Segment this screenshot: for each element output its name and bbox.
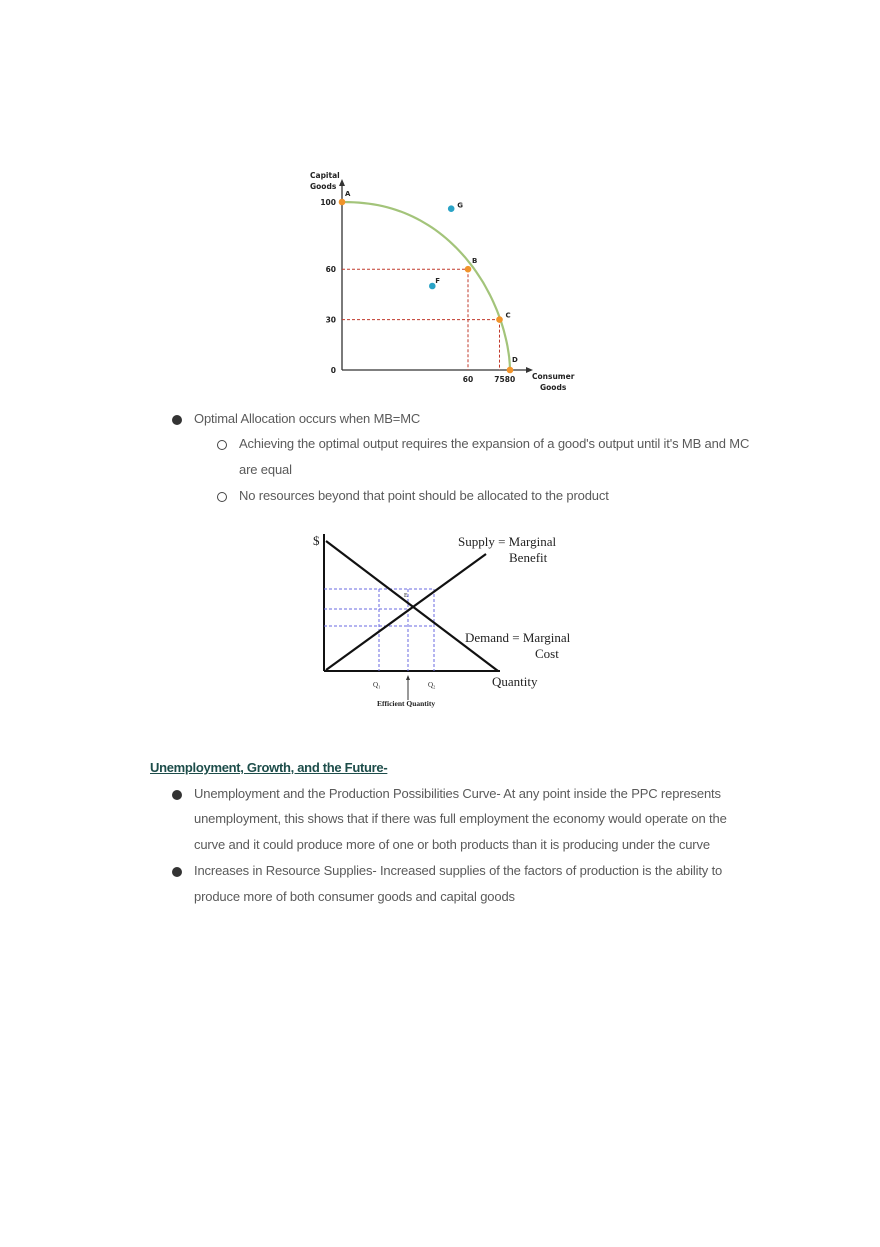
- ppc-ylabel-2: Goods: [310, 182, 337, 191]
- sd-dollar-label: $: [313, 533, 320, 548]
- ppc-xlabel-2: Goods: [540, 383, 567, 392]
- ppc-point-B: [465, 266, 472, 273]
- sub-bullet-no-resources: No resources beyond that point should be allocated to the product: [239, 488, 609, 503]
- ppc-figure: [300, 165, 590, 400]
- efficient-quantity-label: Efficient Quantity: [377, 699, 436, 708]
- ppc-y-tick: 30: [325, 315, 336, 325]
- sub-bullet-circle: [217, 440, 227, 450]
- sd-chart: [300, 528, 600, 718]
- bullet-resources-line1: Increases in Resource Supplies- Increased supplies of the factors of production is the ability to: [194, 863, 723, 878]
- bullet-unemployment-line2: unemployment, this shows that if there was full employment the economy would operate on the: [194, 811, 727, 826]
- supply-label-2: Benefit: [509, 550, 548, 565]
- ppc-ylabel-1: Capital: [310, 171, 340, 180]
- ppc-point-A: [339, 199, 346, 206]
- equilibrium-label: E: [404, 593, 408, 599]
- ppc-point-G: [448, 205, 455, 212]
- ppc-curve: [342, 202, 510, 370]
- quantity-label: Quantity: [492, 674, 538, 689]
- ppc-y-tick: 100: [320, 198, 336, 207]
- ppc-x-tick: 60: [462, 375, 474, 384]
- bullet-dot: [172, 867, 182, 877]
- ppc-point-label-C: C: [505, 311, 511, 320]
- bullet-unemployment-line1: Unemployment and the Production Possibilities Curve- At any point inside the PPC represents: [194, 786, 721, 801]
- ppc-point-label-D: D: [512, 356, 518, 364]
- bullet-optimal-allocation: Optimal Allocation occurs when MB=MC: [194, 411, 421, 426]
- bullet-dot: [172, 415, 182, 425]
- ppc-chart: [300, 165, 590, 400]
- demand-label-1: Demand = Marginal: [465, 630, 571, 645]
- sub-bullet-expansion-line1: Achieving the optimal output requires the expansion of a good's output until it's MB and MC: [239, 436, 750, 451]
- ppc-point-C: [496, 316, 503, 323]
- ppc-point-label-F: F: [435, 277, 441, 285]
- ppc-point-label-B: B: [472, 257, 478, 266]
- section-heading: Unemployment, Growth, and the Future-: [150, 760, 388, 775]
- efficient-arrow-head: [406, 675, 410, 680]
- sub-bullet-circle: [217, 492, 227, 502]
- ppc-point-D: [507, 367, 514, 374]
- supply-label-1: Supply = Marginal: [458, 534, 557, 549]
- ppc-y-tick: 60: [325, 265, 336, 275]
- demand-label-2: Cost: [535, 646, 559, 661]
- sd-figure: [300, 528, 600, 718]
- bullet-unemployment-line3: curve and it could produce more of one or both products than it is producing under the curve: [194, 837, 710, 852]
- q2-label: Q₂: [428, 681, 436, 689]
- ppc-x-tick: 75: [494, 375, 505, 384]
- bullet-dot: [172, 790, 182, 800]
- ppc-point-label-G: G: [457, 201, 463, 210]
- ppc-point-label-A: A: [345, 190, 351, 198]
- sub-bullet-expansion-line2: are equal: [239, 462, 292, 477]
- supply-line: [326, 554, 486, 670]
- ppc-y-tick: 0: [330, 366, 336, 375]
- ppc-x-tick: 80: [504, 375, 516, 384]
- ppc-y-axis-arrow: [339, 179, 345, 186]
- q1-label: Q₁: [373, 681, 381, 689]
- ppc-xlabel-1: Consumer: [532, 372, 575, 381]
- bullet-resources-line2: produce more of both consumer goods and capital goods: [194, 889, 515, 904]
